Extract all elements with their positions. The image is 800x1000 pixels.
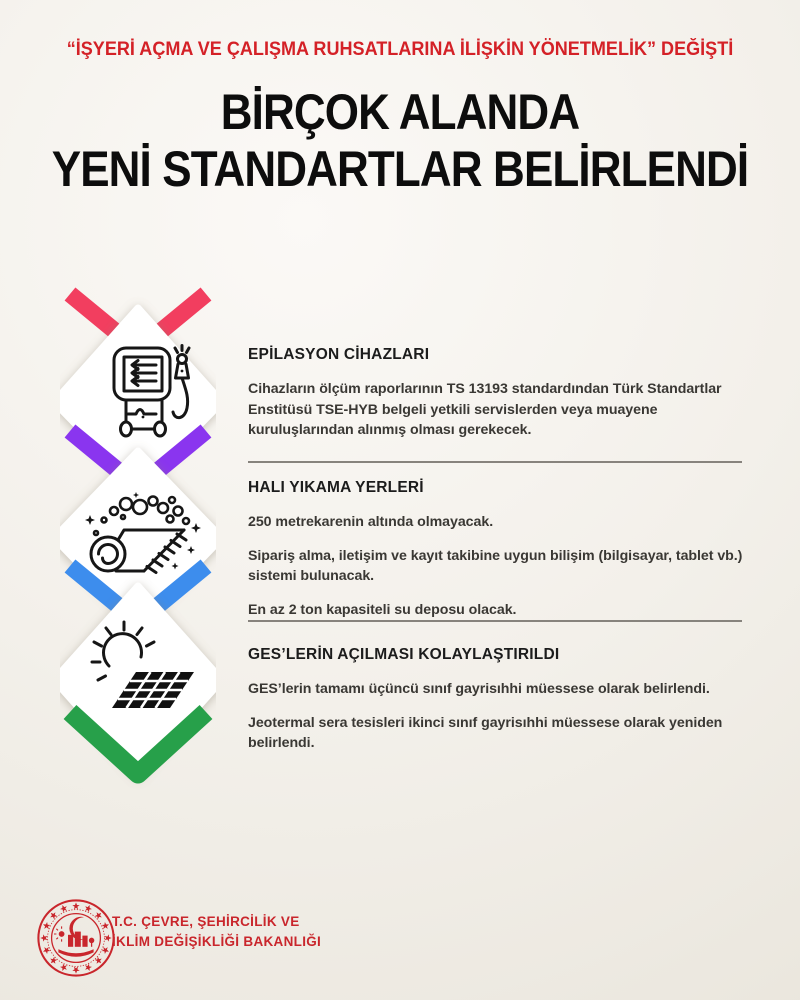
section-epilasyon: [248, 346, 745, 454]
divider: [248, 461, 742, 463]
carpet-washing-icon: [78, 490, 208, 582]
section-hali-yikama: [248, 479, 745, 633]
solar-panel-icon: [84, 616, 199, 714]
section-ges: [248, 646, 745, 767]
section-paragraph: En az 2 ton kapasiteli su deposu olacak.: [248, 601, 517, 618]
section-heading: HALI YIKAMA YERLERİ: [248, 479, 424, 496]
divider: [248, 620, 742, 622]
title-line-2: YENİ STANDARTLAR BELİRLENDİ: [51, 141, 749, 197]
kicker: “İŞYERİ AÇMA VE ÇALIŞMA RUHSATLARINA İLİŞKİN YÖNETMELİK” DEĞİŞTİ: [66, 39, 734, 60]
ministry-name-line-1: T.C. ÇEVRE, ŞEHİRCİLİK VE: [112, 914, 300, 929]
footer: [0, 890, 800, 990]
section-paragraph: Jeotermal sera tesisleri ikinci sınıf gayrisıhhi müessese olarak yeniden belirlendi.: [248, 714, 723, 752]
ministry-name: [112, 912, 321, 951]
section-paragraph: Sipariş alma, iletişim ve kayıt takibine uygun bilişim (bilgisayar, tablet vb.) sistemi bulunacak.: [248, 547, 743, 585]
ministry-name-line-2: İKLİM DEĞİŞİKLİĞİ BAKANLIĞI: [112, 933, 322, 949]
section-paragraph: GES’lerin tamamı üçüncü sınıf gayrisıhhi müessese olarak belirlendi.: [248, 681, 710, 697]
title-line-1: BİRÇOK ALANDA: [220, 84, 580, 140]
section-heading: GES’LERİN AÇILMASI KOLAYLAŞTIRILDI: [248, 646, 560, 663]
ministry-emblem-icon: [36, 898, 116, 978]
section-heading: EPİLASYON CİHAZLARI: [248, 346, 430, 363]
section-paragraph: Cihazların ölçüm raporlarının TS 13193 standardından Türk Standartlar Enstitüsü TSE-HYB belgeli yetkili servislerden veya muayene kuruluşlarından alınmış olması gerekecek.: [248, 381, 722, 439]
page-title: [48, 84, 752, 198]
epilation-device-icon: [98, 342, 198, 442]
section-paragraph: 250 metrekarenin altında olmayacak.: [248, 514, 494, 530]
